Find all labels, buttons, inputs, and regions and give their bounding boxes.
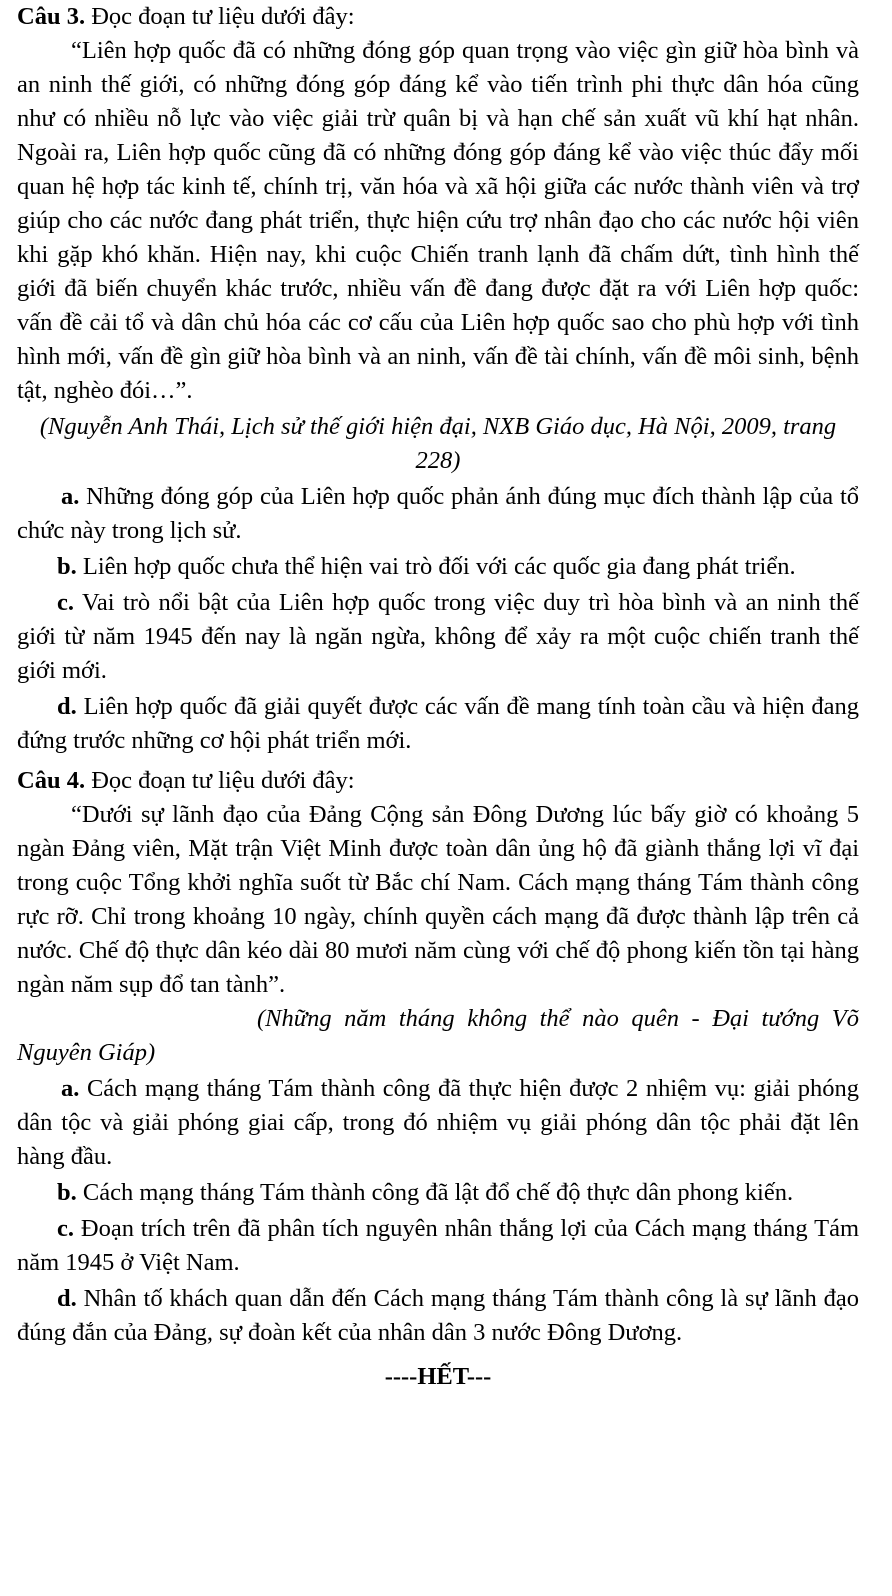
- question-4-option-d: [17, 1282, 859, 1350]
- option-label: a.: [61, 483, 80, 510]
- question-4-source: (Những năm tháng không thể nào quên - Đại tướng Võ Nguyên Giáp): [17, 1005, 859, 1066]
- option-text: Đoạn trích trên đã phân tích nguyên nhân thắng lợi của Cách mạng tháng Tám năm 1945 ở Việt Nam.: [17, 1215, 859, 1276]
- question-3-prompt: Đọc đoạn tư liệu dưới đây:: [91, 3, 355, 30]
- document-page: [17, 0, 859, 1394]
- option-text: Vai trò nổi bật của Liên hợp quốc trong việc duy trì hòa bình và an ninh thế giới từ năm 1945 đến nay là ngăn ngừa, không để xảy ra một cuộc chiến tranh thế giới mới.: [17, 589, 859, 684]
- option-label: b.: [57, 553, 77, 580]
- question-3-option-c: [17, 586, 859, 688]
- question-3-source: (Nguyễn Anh Thái, Lịch sử thế giới hiện đại, NXB Giáo dục, Hà Nội, 2009, trang 228): [39, 413, 837, 474]
- end-mark: ----HẾT---: [384, 1363, 492, 1390]
- option-label: b.: [57, 1179, 77, 1206]
- question-3-option-d: [17, 690, 859, 758]
- option-label: c.: [57, 589, 74, 616]
- question-4-label: Câu 4.: [17, 767, 86, 794]
- question-3-option-a: [17, 480, 859, 548]
- question-4-option-b: [17, 1176, 859, 1210]
- option-label: d.: [57, 1285, 77, 1312]
- option-label: d.: [57, 693, 77, 720]
- question-4-prompt: Đọc đoạn tư liệu dưới đây:: [91, 767, 355, 794]
- question-3-label: Câu 3.: [17, 3, 86, 30]
- question-4-option-a: [17, 1072, 859, 1174]
- question-3-quote: “Liên hợp quốc đã có những đóng góp quan trọng vào việc gìn giữ hòa bình và an ninh thế giới, có những đóng góp đáng kể vào tiến trình phi thực dân hóa cũng như có nhiều nỗ lực vào việc giải trừ quân bị và hạn chế sản xuất vũ khí hạt nhân. Ngoài ra, Liên hợp quốc cũng đã có những đóng góp đáng kể vào việc thúc đẩy mối quan hệ hợp tác kinh tế, chính trị, văn hóa và xã hội giữa các nước thành viên và trợ giúp cho các nước đang phát triển, thực hiện cứu trợ nhân đạo cho các nước hội viên khi gặp khó khăn. Hiện nay, khi cuộc Chiến tranh lạnh đã chấm dứt, tình hình thế giới đã biến chuyển khác trước, nhiều vấn đề đang được đặt ra với Liên hợp quốc: vấn đề cải tổ và dân chủ hóa các cơ cấu của Liên hợp quốc sao cho phù hợp với tình hình mới, vấn đề gìn giữ hòa bình và an ninh, vấn đề tài chính, vấn đề môi sinh, bệnh tật, nghèo đói…”.: [17, 37, 859, 404]
- question-4-quote: “Dưới sự lãnh đạo của Đảng Cộng sản Đông Dương lúc bấy giờ có khoảng 5 ngàn Đảng viên, Mặt trận Việt Minh được toàn dân ủng hộ đã giành thắng lợi vĩ đại trong cuộc Tổng khởi nghĩa suốt từ Bắc chí Nam. Cách mạng tháng Tám thành công rực rỡ. Chỉ trong khoảng 10 ngày, chính quyền cách mạng đã được thành lập trên cả nước. Chế độ thực dân kéo dài 80 mươi năm cùng với chế độ phong kiến tồn tại hàng ngàn năm sụp đổ tan tành”.: [17, 801, 859, 998]
- option-text: Liên hợp quốc chưa thể hiện vai trò đối với các quốc gia đang phát triển.: [82, 553, 796, 580]
- option-text: Nhân tố khách quan dẫn đến Cách mạng tháng Tám thành công là sự lãnh đạo đúng đắn của Đảng, sự đoàn kết của nhân dân 3 nước Đông Dương.: [17, 1285, 859, 1346]
- option-label: c.: [57, 1215, 74, 1242]
- question-3-option-b: [17, 550, 859, 584]
- question-4-option-c: [17, 1212, 859, 1280]
- option-text: Cách mạng tháng Tám thành công đã lật đổ chế độ thực dân phong kiến.: [82, 1179, 794, 1206]
- option-text: Liên hợp quốc đã giải quyết được các vấn đề mang tính toàn cầu và hiện đang đứng trước những cơ hội phát triển mới.: [17, 693, 860, 754]
- question-3-heading: [17, 0, 859, 34]
- option-text: Cách mạng tháng Tám thành công đã thực hiện được 2 nhiệm vụ: giải phóng dân tộc và giải phóng giai cấp, trong đó nhiệm vụ giải phóng dân tộc phải đặt lên hàng đầu.: [17, 1075, 860, 1170]
- option-label: a.: [61, 1075, 80, 1102]
- question-4-heading: [17, 764, 859, 798]
- option-text: Những đóng góp của Liên hợp quốc phản ánh đúng mục đích thành lập của tổ chức này trong lịch sử.: [17, 483, 859, 544]
